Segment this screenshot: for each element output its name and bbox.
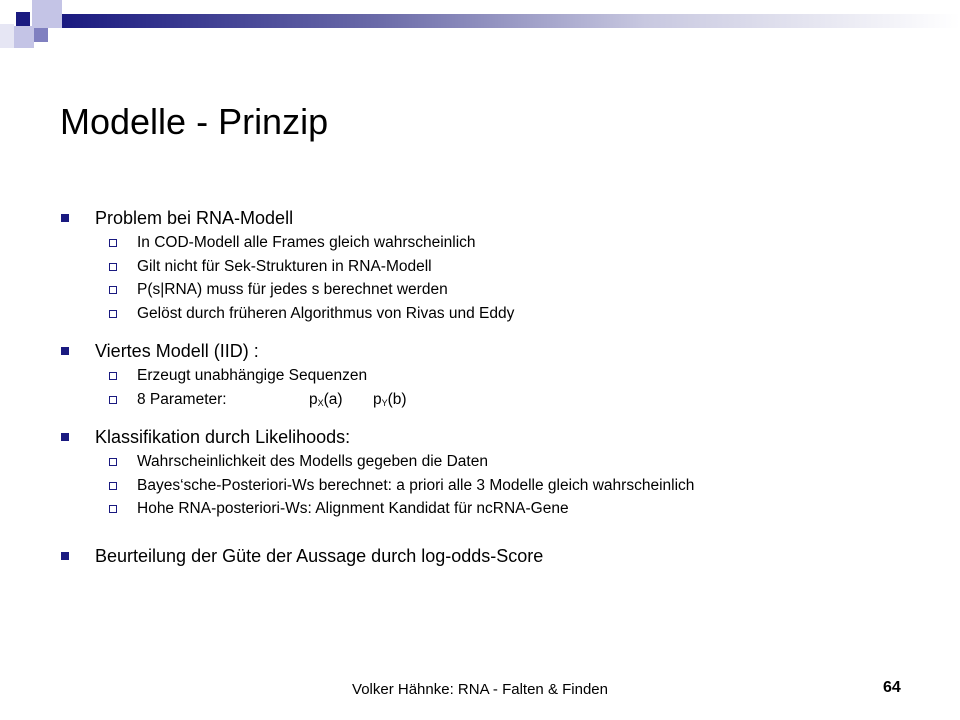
bullet-level1 — [60, 205, 920, 231]
bullet-level1 — [60, 338, 920, 364]
square-bullet-icon — [61, 347, 69, 355]
bullet-level2 — [60, 278, 920, 302]
bullet-level1 — [60, 543, 920, 569]
square-bullet-icon — [61, 433, 69, 441]
bullet-text: Wahrscheinlichkeit des Modells gegeben die Daten — [137, 453, 488, 470]
bullet-text: Gelöst durch früheren Algorithmus von Rivas und Eddy — [137, 304, 515, 322]
param-argument: (a) — [323, 390, 343, 408]
slide-title: Modelle - Prinzip — [60, 101, 329, 142]
bullet-text: Erzeugt unabhängige Sequenzen — [137, 367, 368, 384]
section-likelihoods — [60, 424, 920, 521]
bullet-text: In COD-Modell alle Frames gleich wahrscheinlich — [137, 234, 476, 251]
bullet-text: Problem bei RNA-Modell — [95, 208, 294, 228]
bullet-level2 — [60, 302, 920, 326]
hollow-square-bullet-icon — [109, 239, 117, 247]
bullet-level2 — [60, 474, 920, 498]
bullet-text: Beurteilung der Güte der Aussage durch log-odds-Score — [95, 545, 544, 566]
hollow-square-bullet-icon — [109, 505, 117, 513]
param-argument: (b) — [387, 390, 407, 408]
bullet-text: Bayes‘sche-Posteriori-Ws berechnet: a priori alle 3 Modelle gleich wahrscheinlich — [137, 476, 695, 494]
hollow-square-bullet-icon — [109, 310, 117, 318]
parameter-py — [373, 388, 407, 416]
decor-square — [16, 12, 30, 26]
decor-square — [14, 26, 34, 48]
square-bullet-icon — [61, 552, 69, 560]
bullet-level2 — [60, 497, 920, 521]
hollow-square-bullet-icon — [109, 286, 117, 294]
hollow-square-bullet-icon — [109, 372, 117, 380]
param-symbol: p — [309, 390, 318, 408]
bullet-level2 — [60, 450, 920, 474]
hollow-square-bullet-icon — [109, 482, 117, 490]
bullet-level2 — [60, 231, 920, 255]
parameter-label: 8 Parameter: — [137, 390, 227, 408]
bullet-level2 — [60, 364, 920, 388]
bullet-text: Viertes Modell (IID) : — [95, 341, 259, 361]
hollow-square-bullet-icon — [109, 263, 117, 271]
header-gradient-bar — [62, 14, 960, 28]
bullet-text: Klassifikation durch Likelihoods: — [95, 427, 351, 447]
param-subscript: X — [317, 397, 324, 408]
decor-square — [34, 28, 48, 42]
param-symbol: p — [373, 390, 382, 408]
bullet-text: Gilt nicht für Sek-Strukturen in RNA-Modell — [137, 257, 432, 275]
bullet-text: P(s|RNA) muss für jedes s berechnet werden — [137, 281, 448, 298]
section-iid-model — [60, 338, 920, 411]
hollow-square-bullet-icon — [109, 458, 117, 466]
param-subscript: Y — [381, 397, 388, 408]
bullet-text: Hohe RNA-posteriori-Ws: Alignment Kandidat für ncRNA-Gene — [137, 500, 569, 517]
bullet-level2-parameters — [60, 388, 920, 412]
bullet-level2 — [60, 255, 920, 279]
hollow-square-bullet-icon — [109, 396, 117, 404]
section-problem — [60, 205, 920, 325]
slide-body — [60, 205, 920, 569]
decor-square — [0, 24, 14, 48]
parameter-px — [309, 388, 373, 416]
section-log-odds — [60, 543, 920, 569]
decor-square — [32, 0, 62, 28]
bullet-level1 — [60, 424, 920, 450]
square-bullet-icon — [61, 214, 69, 222]
footer-text: Volker Hähnke: RNA - Falten & Finden — [352, 681, 608, 698]
page-number: 64 — [883, 679, 901, 696]
